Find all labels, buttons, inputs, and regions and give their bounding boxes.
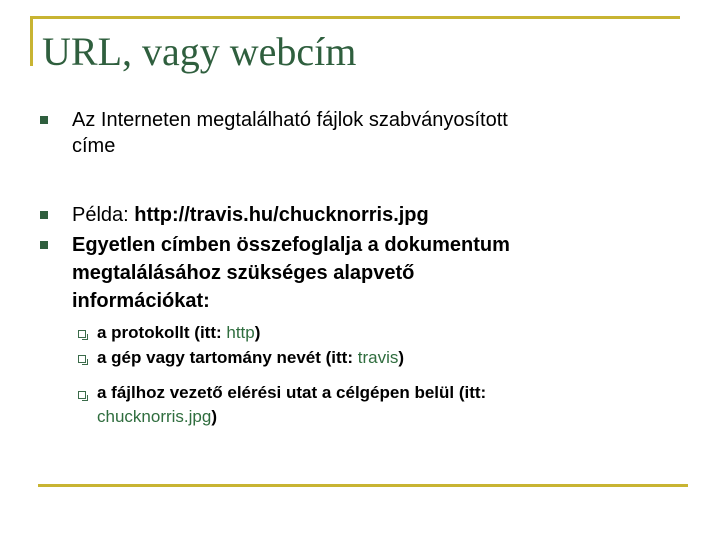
sub-bullet-2-after: ): [398, 348, 405, 367]
title-frame-top-line: [30, 16, 680, 19]
sub-bullet-3-after: ): [211, 407, 217, 426]
bullet-3-line-3: információkat:: [72, 290, 210, 312]
sub-bullet-2-highlight: travis: [357, 348, 399, 367]
sub-bullet-2-before: a gép vagy tartomány nevét (itt:: [97, 348, 358, 367]
bullet-marker: [40, 241, 48, 249]
bullet-1-line-1: Az Interneten megtalálható fájlok szabványosított: [72, 109, 508, 131]
slide-title: URL, vagy webcím: [42, 29, 357, 74]
bullet-3-line-2: megtalálásához szükséges alapvető: [72, 262, 415, 284]
sub-bullet-marker: [78, 330, 86, 338]
bullet-marker: [40, 116, 48, 124]
bullet-1-line-2: címe: [72, 135, 116, 157]
sub-bullet-3-line-2: [97, 407, 217, 427]
sub-bullet-3-line-1: a fájlhoz vezető elérési utat a célgépen belül (itt:: [97, 383, 487, 402]
bullet-3-line-1: Egyetlen címben összefoglalja a dokumentum: [72, 234, 510, 256]
example-url: http://travis.hu/chucknorris.jpg: [134, 204, 429, 226]
sub-bullet-1-highlight: http: [226, 323, 255, 342]
title-frame-vertical: [30, 16, 33, 66]
sub-bullet-marker: [78, 355, 86, 363]
sub-bullet-3-highlight: chucknorris.jpg: [97, 407, 212, 426]
bottom-rule: [38, 484, 688, 487]
sub-bullet-1-before: a protokollt (itt:: [97, 323, 227, 342]
sub-bullet-marker: [78, 391, 86, 399]
sub-bullet-1-text: [97, 323, 260, 343]
sub-bullet-1-after: ): [254, 323, 261, 342]
example-label: Példa:: [72, 204, 135, 226]
bullet-marker: [40, 211, 48, 219]
bullet-2-text: [72, 203, 429, 227]
sub-bullet-2-text: [97, 348, 404, 368]
